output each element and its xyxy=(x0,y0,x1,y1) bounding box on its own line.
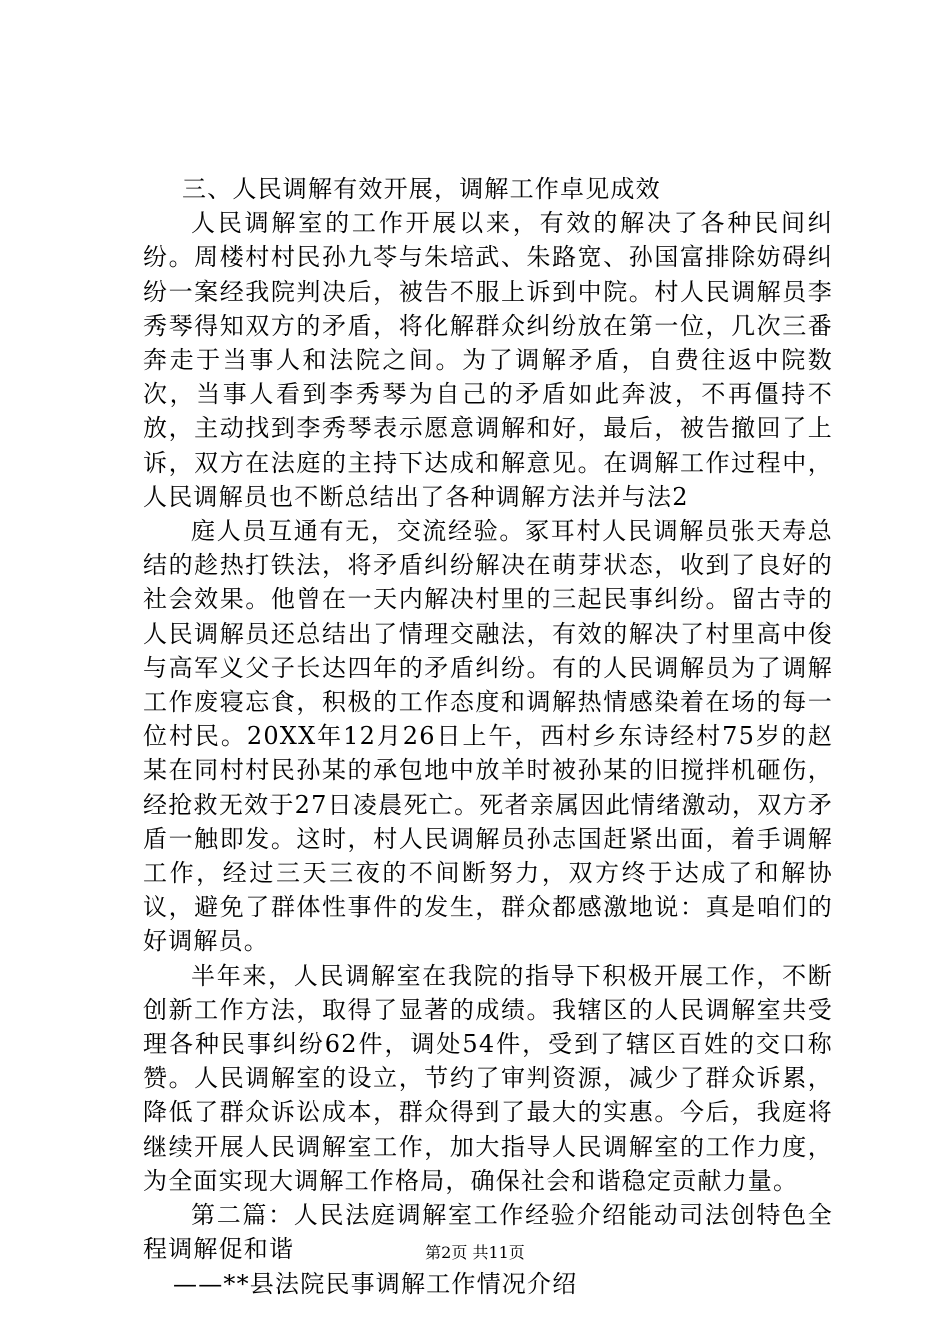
paragraph-3: 半年来，人民调解室在我院的指导下积极开展工作，不断创新工作方法，取得了显著的成绩。我辖区的人民调解室共受理各种民事纠纷62件，调处54件，受到了辖区百姓的交口称赞。人民调解室的设立，节约了审判资源，减少了群众诉累，降低了群众诉讼成本，群众得到了最大的实惠。今后，我庭将继续开展人民调解室工作，加大指导人民调解室的工作力度，为全面实现大调解工作格局，确保社会和谐稳定贡献力量。 xyxy=(143,961,833,1195)
paragraph-1: 人民调解室的工作开展以来，有效的解决了各种民间纠纷。周楼村村民孙九苓与朱培武、朱路宽、孙国富排除妨碍纠纷一案经我院判决后，被告不服上诉到中院。村人民调解员李秀琴得知双方的矛盾，将化解群众纠纷放在第一位，几次三番奔走于当事人和法院之间。为了调解矛盾，自费往返中院数次，当事人看到李秀琴为自己的矛盾如此奔波，不再僵持不放，主动找到李秀琴表示愿意调解和好，最后，被告撤回了上诉，双方在法庭的主持下达成和解意见。在调解工作过程中，人民调解员也不断总结出了各种调解方法并与法2 xyxy=(143,209,833,511)
page-footer: 第2页 共11页 xyxy=(425,1243,525,1262)
document-body xyxy=(143,172,833,1301)
chapter-title: 第二篇：人民法庭调解室工作经验介绍能动司法创特色全程调解促和谐 xyxy=(143,1201,833,1264)
section-heading: 三、人民调解有效开展，调解工作卓见成效 xyxy=(182,175,661,203)
chapter-subtitle: ——**县法院民事调解工作情况介绍 xyxy=(173,1269,578,1298)
paragraph-2: 庭人员互通有无，交流经验。冢耳村人民调解员张天寿总结的趁热打铁法，将矛盾纠纷解决在萌芽状态，收到了良好的社会效果。他曾在一天内解决村里的三起民事纠纷。留古寺的人民调解员还总结出了情理交融法，有效的解决了村里高中俊与高军义父子长达四年的矛盾纠纷。有的人民调解员为了调解工作废寝忘食，积极的工作态度和调解热情感染着在场的每一位村民。20XX年12月26日上午，西村乡东诗经村75岁的赵某在同村村民孙某的承包地中放羊时被孙某的旧搅拌机砸伤，经抢救无效于27日凌晨死亡。死者亲属因此情绪激动，双方矛盾一触即发。这时，村人民调解员孙志国赶紧出面，着手调解工作，经过三天三夜的不间断努力，双方终于达成了和解协议，避免了群体性事件的发生，群众都感激地说：真是咱们的好调解员。 xyxy=(143,517,833,956)
